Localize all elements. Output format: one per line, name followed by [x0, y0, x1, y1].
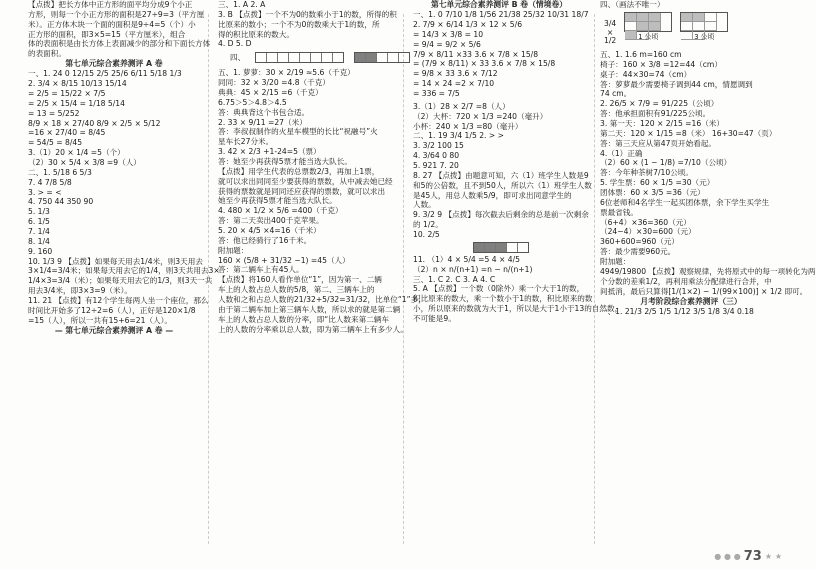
- text-line: 6. 1/5: [28, 217, 50, 227]
- text-line: 车上的人数占总人数的分率，即“比人数来第二辆车: [218, 314, 389, 324]
- text-line: = (7/9 × 8/11) × 33 3.6 × 7/8 × 15/8: [413, 59, 556, 69]
- text-line: 5. 921 7. 20: [413, 161, 459, 171]
- text-line: 2. 3/4 × 8/15 10/13 15/14: [28, 79, 127, 89]
- fraction-strip: [473, 242, 585, 253]
- section-heading: 月考阶段综合素养测评（三）: [640, 296, 742, 306]
- text-line: = 2/5 × 15/4 = 1/18 5/14: [28, 98, 125, 108]
- text-line: 9. 3/2 9 【点拨】每次截去后剩余的总是前一次剩余: [413, 210, 589, 220]
- text-line: 小，所以原来的数就为大于1，所以是大于1小于13的自然数，: [413, 304, 623, 314]
- section-heading: 第七单元综合素养测评 B 卷（情境卷）: [430, 0, 568, 9]
- shaded-box-right: [680, 12, 728, 32]
- text-line: 第二天：120 × 1/15 =8（米） 16+30=47（页）: [600, 128, 777, 138]
- text-line: 8. 27 【点拨】由题意可知，六（1）班学生人数是9: [413, 170, 589, 180]
- text-line: 5. 20 × 4/5 ×4=16（千米）: [218, 226, 321, 236]
- text-line: 1/4×3=3/4（米）；如果每天用去它的1/3，则3天一共: [28, 276, 213, 286]
- text-line: 同同：32 × 3/20 =4.8（千克）: [218, 78, 330, 88]
- text-line: =15（人），所以一共有15+6=21（人）。: [28, 315, 173, 325]
- text-line: 人数和之和占总人数的21/32+5/32=31/32，比单位“1”多，: [218, 295, 426, 305]
- text-line: =16 × 27/40 = 8/45: [28, 128, 106, 138]
- section-label: 四、: [230, 52, 246, 62]
- text-line: 10. 1/3 9 【点拨】如果每天用去1/4米，则3天用去: [28, 256, 203, 266]
- text-line: 间抵消，最后只算得[1/(1×2) − 1/(99×100)] × 1/2 即可。: [600, 286, 808, 296]
- text-line: 2. 26/5 × 7/9 = 91/225（公顷）: [600, 99, 719, 109]
- text-line: 答：最少需要960元。: [600, 247, 676, 257]
- text-line: 答：今年种茶树7/10公顷。: [600, 168, 693, 178]
- text-line: = 14/3 × 3/8 = 10: [413, 29, 484, 39]
- text-line: 就可以求出同同至少要获得的票数，从中减去她已经: [218, 176, 393, 186]
- text-line: 的 1/2。: [413, 220, 443, 230]
- text-line: 4.（1）正确: [600, 148, 643, 158]
- text-line: = 2/5 = 15/22 × 7/5: [28, 89, 106, 98]
- blank-strip: [255, 52, 344, 63]
- text-line: 11. （1）4 × 5/4 =5 4 × 4/5: [413, 254, 521, 264]
- decor-dots-icon: ● ● ●: [714, 552, 741, 562]
- text-line: 6.75＞5＞4.8＞4.5: [218, 97, 287, 107]
- text-line: 五、1. 萝萝：30 × 2/19 ≈5.6（千克）: [218, 68, 355, 78]
- text-line: 11. 21 【点拨】有12个学生每两人坐一个座位，那么: [28, 296, 209, 306]
- text-line: 的表面积。: [28, 49, 66, 59]
- text-line: 5. 学生票：60 × 1/5 =30（元）: [600, 178, 715, 188]
- text-line: 由于第二辆车加上第三辆车人数，所以求的就是第二辆: [218, 304, 401, 314]
- text-line: 7. 4 7/8 5/8: [28, 177, 72, 187]
- text-line: 米）。正方体木块一个面的面积是9÷4=5（个）小: [28, 19, 196, 29]
- text-line: 3.（1）20 × 1/4 =5（个）: [28, 148, 125, 158]
- text-line: 车上的人数占总人数的5/8，第二、三辆车上的: [218, 285, 375, 295]
- text-line: 答：她至少再获得5票才能当选大队长。: [218, 157, 352, 167]
- text-line: 三、1. A 2. A: [218, 0, 266, 9]
- text-line: 和5的公倍数，且不到50人，所以六（1）班学生人数: [413, 180, 592, 190]
- text-line: 4949/19800 【点拨】观察规律，先将原式中的每一项转化为两: [600, 266, 816, 276]
- section-heading: 第七单元综合素养测评 A 卷: [65, 59, 163, 69]
- text-line: 一、1. 0 7/10 1/8 1/56 21/38 25/32 10/31 18/7: [413, 10, 589, 20]
- text-line: 答：第二辆车上有45人。: [218, 265, 304, 275]
- text-line: 7/9 × 8/11 ×33 3.6 × 7/8 × 15/8: [413, 49, 539, 59]
- text-line: 7. 1/4: [28, 227, 50, 237]
- text-line: 正方形的面积，即3×5=15（平方厘米），组合: [28, 29, 186, 39]
- text-line: = 13 = 5/252: [28, 108, 80, 118]
- text-line: 不可能是9。: [413, 314, 456, 324]
- text-line: 一、1. 21/3 2/5 1/5 1/12 3/5 1/8 3/4 0.18: [600, 306, 754, 316]
- text-line: = 9/8 × 33 3.6 × 7/12: [413, 69, 498, 79]
- text-line: 二、1. 5/18 6 5/3: [28, 167, 92, 177]
- text-line: 4. 3/64 0 80: [413, 151, 460, 161]
- text-line: 四、（画法不唯一）: [600, 0, 665, 9]
- text-line: = 54/5 = 8/45: [28, 138, 83, 148]
- text-line: 人数。: [413, 200, 436, 210]
- page-footer: [714, 549, 782, 566]
- shaded-box-left: [624, 12, 672, 32]
- text-line: 附加题：: [218, 245, 249, 255]
- text-line: = 14 × 24 =2 × 7/10: [413, 79, 495, 89]
- text-line: 9. 160: [28, 246, 53, 256]
- text-line: 4. 750 44 350 90: [28, 197, 94, 207]
- text-line: 2. 7/9 × 6/14 1/3 × 12 × 5/6: [413, 19, 523, 29]
- text-line: 一、1. 24 0 12/15 2/5 25/6 6/11 5/18 1/3: [28, 69, 182, 79]
- page-number: 73: [743, 549, 762, 565]
- text-line: 体的表面积是由长方体上表面减少的部分和下面长方体: [28, 39, 211, 49]
- rectangle-diagram: [230, 52, 394, 63]
- text-line: （2）n × n/(n+1) =n − n/(n+1): [413, 264, 533, 274]
- text-line: 小杯：240 × 1/3 =80（毫升）: [413, 121, 523, 131]
- text-line: 答：第三天应从第47页开始看起。: [600, 138, 716, 148]
- text-line: 3. > = <: [28, 187, 62, 197]
- text-line: 五、1. 1.6 m=160 cm: [600, 50, 682, 60]
- answer-column-1: [28, 0, 220, 551]
- text-line: 3. 3/2 100 15: [413, 141, 464, 151]
- text-line: = 9/4 = 9/2 × 5/6: [413, 39, 481, 49]
- text-line: 160 × (5/8 + 31/32 −1) =45（人）: [218, 255, 350, 265]
- text-line: （2）30 × 5/4 × 3/8 =9（人）: [28, 158, 141, 168]
- text-line: 椅子：160 × 3/8 =12=44（cm）: [600, 59, 722, 69]
- answer-column-2: [218, 0, 426, 551]
- text-line: 答：他已经骑行了16千米。: [218, 235, 312, 245]
- decor-star-icon: ★ ★: [764, 552, 782, 562]
- text-line: 6位老师和4名学生一起买团体票，余下学生买学生: [600, 197, 770, 207]
- diagram-label: 1 公顷: [638, 32, 659, 41]
- text-line: 桌子：44×30=74（cm）: [600, 69, 692, 79]
- text-line: 答：第二天卖出400千克苹果。: [218, 216, 324, 226]
- text-line: 8. 1/4: [28, 236, 50, 246]
- text-line: （6+4）×36=360（元）: [600, 217, 691, 227]
- text-line: （2）大杯：720 × 1/3 =240（毫升）: [413, 111, 548, 121]
- striped-bar: [473, 242, 529, 253]
- text-line: 用去3/4米，即3×3=9（米）。: [28, 286, 132, 296]
- text-line: 个分数的差乘1/2，再利用乘法分配律进行合并，中: [600, 276, 772, 286]
- text-line: 5. 1/3: [28, 207, 50, 217]
- text-line: 上的人数的分率乘以总人数，即为第二辆车上有多少人。: [218, 324, 408, 334]
- text-line: 74 cm。: [600, 89, 632, 99]
- text-line: 三、1. C 2. C 3. A 4. C: [413, 274, 496, 284]
- text-line: 【点拨】将160人看作单位“1”，因为第一、二辆: [218, 275, 382, 285]
- text-line: 她至少再获得5票才能当选大队长。: [218, 196, 337, 206]
- text-line: = 336 = 7/5: [413, 89, 460, 98]
- text-line: 是45人，用总人数乘5/9，即可求出同意学生的: [413, 190, 572, 200]
- text-line: 10. 2/5: [413, 230, 440, 240]
- text-line: 团体票：60 × 3/5 =36（元）: [600, 188, 705, 198]
- text-line: 附加题：: [600, 257, 631, 267]
- answer-column-4: [600, 0, 816, 551]
- text-line: （24−4）×30=600（元）: [600, 227, 696, 237]
- text-line: 360+600=960（元）: [600, 237, 679, 247]
- text-line: 答：萝萝最少需要椅子调到44 cm，情愿调到: [600, 79, 753, 89]
- text-line: 得的积比原来的数大。: [218, 29, 294, 39]
- area-diagram: [604, 12, 782, 46]
- text-line: 【点拨】把长方体中正方形的面平均分成9个小正: [28, 0, 193, 9]
- section-footer: — 第七单元综合素养测评 A 卷 —: [54, 325, 174, 335]
- text-line: （2）60 × (1 − 1/8) =7/10（公顷）: [600, 158, 732, 168]
- text-line: 3. 第一天：120 × 2/15 =16（米）: [600, 119, 724, 129]
- text-line: 方形，则每一个小正方形的面积是27÷9=3（平方厘: [28, 9, 205, 19]
- text-line: 5. A 【点拨】一个数（0除外）乘一个大于1的数，: [413, 284, 585, 294]
- text-line: 获得的票数就是同同还应获得的票数，就可以求出: [218, 186, 386, 196]
- text-line: 3. 42 × 2/3 +1-24=5（票）: [218, 147, 321, 157]
- text-line: 8/9 × 18 × 27/40 8/9 × 2/5 × 5/12: [28, 118, 161, 128]
- text-line: 比原来的数小；一个不为0的数乘大于1的数，所: [218, 19, 380, 29]
- text-line: 答：典典背这个书包合适。: [218, 107, 310, 117]
- text-line: 时间比开始多了12÷2=6（人），正好是120×1/8: [28, 305, 196, 315]
- text-line: 二、1. 19 3/4 1/5 2. > >: [413, 131, 504, 141]
- column-divider: [594, 14, 595, 544]
- text-line: 【点拨】用学生代表的总票数2/3，再加上1票，: [218, 166, 380, 176]
- text-line: 典典：45 × 2/15 =6（千克）: [218, 88, 323, 98]
- text-line: 票最省钱。: [600, 207, 638, 217]
- text-line: 星车长27分米。: [218, 137, 274, 147]
- text-line: 3. B 【点拨】一个不为0的数乘小于1的数，所得的积: [218, 9, 397, 19]
- text-line: 答：李叔叔制作的火星车模型的长比“祝融号”火: [218, 127, 378, 137]
- text-line: 答：他承担面积有91/225公顷。: [600, 109, 711, 119]
- text-line: 积比原来的数大，乘一个数小于1的数，积比原来的数: [413, 294, 593, 304]
- text-line: 3.（1）28 × 2/7 =8（人）: [413, 101, 510, 111]
- column-divider: [403, 14, 404, 544]
- diagram-fraction: 3/4 × 1/2: [604, 18, 617, 46]
- text-line: 4. D 5. D: [218, 39, 252, 49]
- text-line: 2. 33 × 9/11 =27（米）: [218, 117, 307, 127]
- text-line: 4. 480 × 1/2 × 5/6 =400（千克）: [218, 206, 343, 216]
- text-line: 3×1/4=3/4米；如果每天用去它的1/4，则3天共用去3×: [28, 266, 220, 276]
- diagram-label: 3 公顷: [694, 32, 715, 41]
- shaded-strip: [354, 52, 410, 63]
